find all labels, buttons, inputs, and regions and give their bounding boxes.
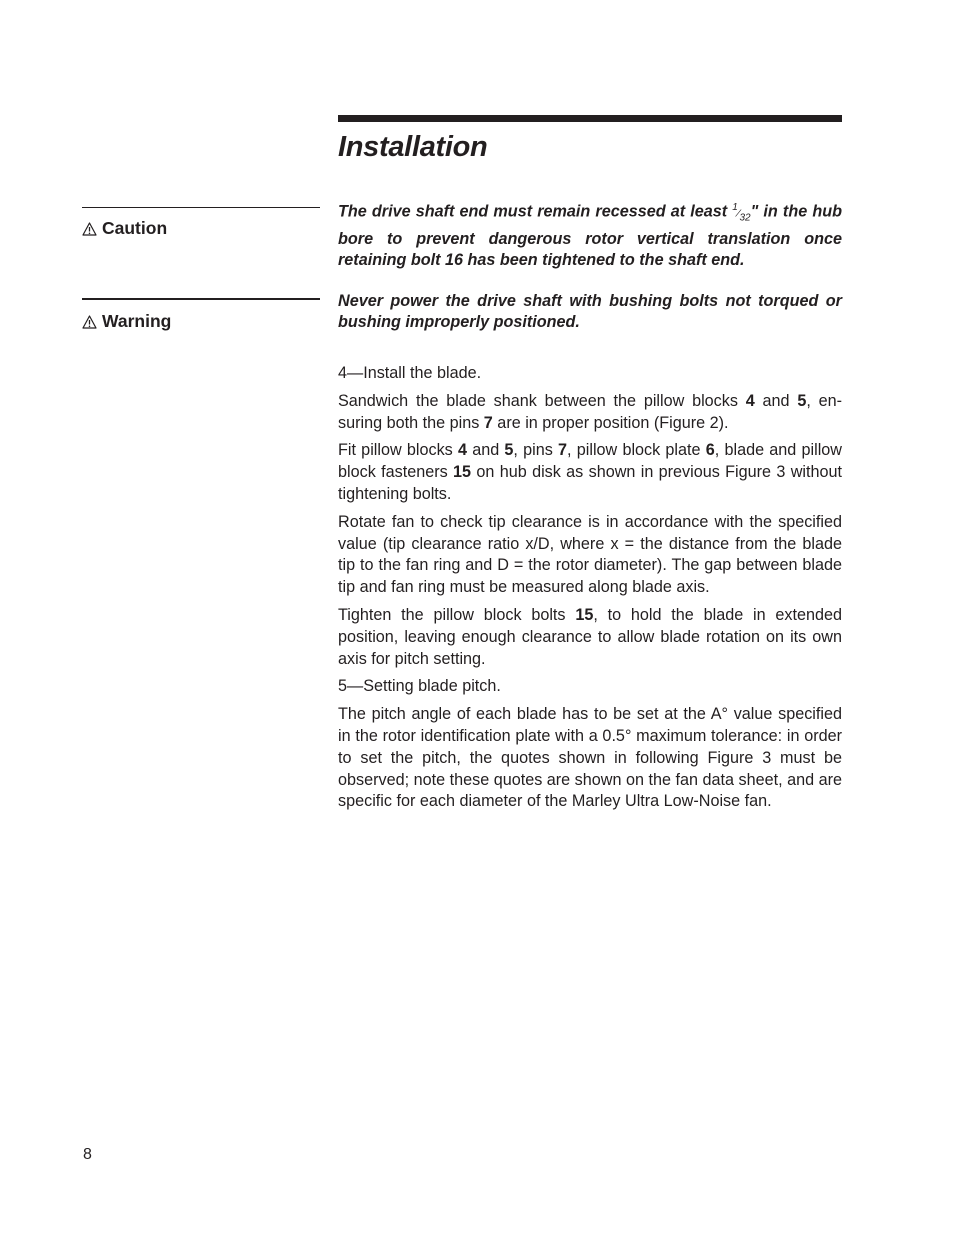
warning-text: Never power the drive shaft with bushing bolts not torqued or bushing improperly positioned. (338, 292, 842, 331)
paragraph-sandwich: Sandwich the blade shank between the pillow blocks 4 and 5, en-suring both the pins 7 are in proper position (Figure 2). (338, 391, 842, 432)
warning-triangle-icon (82, 222, 97, 236)
warning-label (82, 311, 171, 332)
caution-label-text: Caution (102, 218, 168, 238)
fraction-slash: ⁄ (737, 208, 740, 220)
caution-text: The drive shaft end must remain recessed at least $^1⁄_{32}$" in the hub bore to prevent dangerous rotor vertical translation once retaining bolt 16 has been tightened to the shaft end. (338, 202, 842, 269)
step-heading-install: 4—Install the blade. (338, 364, 482, 382)
step-heading-pitch: 5—Setting blade pitch. (338, 677, 501, 696)
warning-triangle-icon (82, 315, 97, 329)
page-title: Installation (338, 131, 488, 163)
paragraph-fit: Fit pillow blocks 4 and 5, pins 7, pillow block plate 6, blade and pillow block fasteners 15 on hub disk as shown in previous Figure 3 without tightening bolts. (338, 441, 843, 503)
warning-rule (82, 298, 320, 300)
caution-rule (82, 207, 320, 208)
paragraph-pitch: The pitch angle of each blade has to be set at the A° value specified in the rotor identification plate with a 0.5° maximum tolerance: in order to set the pitch, the quotes shown in following Figure 3 must be observed; note these quotes are shown on the fan data sheet, and are specific for each diameter of the Marley Ultra Low-Noise fan. (338, 705, 842, 811)
fraction-denominator: 32 (739, 212, 751, 224)
header-rule (338, 115, 842, 122)
caution-label (82, 218, 167, 239)
fraction-numerator: 1 (732, 202, 738, 213)
paragraph-rotate: Rotate fan to check tip clearance is in accordance with the specified value (tip clearance ratio x/D, where x = the distance from the blade tip to the fan ring and D = the rotor diameter). The gap between blade tip and fan ring must be measured along blade axis. (338, 512, 842, 597)
warning-label-text: Warning (102, 311, 172, 331)
page-number: 8 (83, 1146, 92, 1163)
paragraph-tighten: Tighten the pillow block bolts 15, to hold the blade in extended position, leaving enough clearance to allow blade rotation on its own axis for pitch setting. (338, 605, 842, 668)
instructions-body (338, 363, 842, 819)
